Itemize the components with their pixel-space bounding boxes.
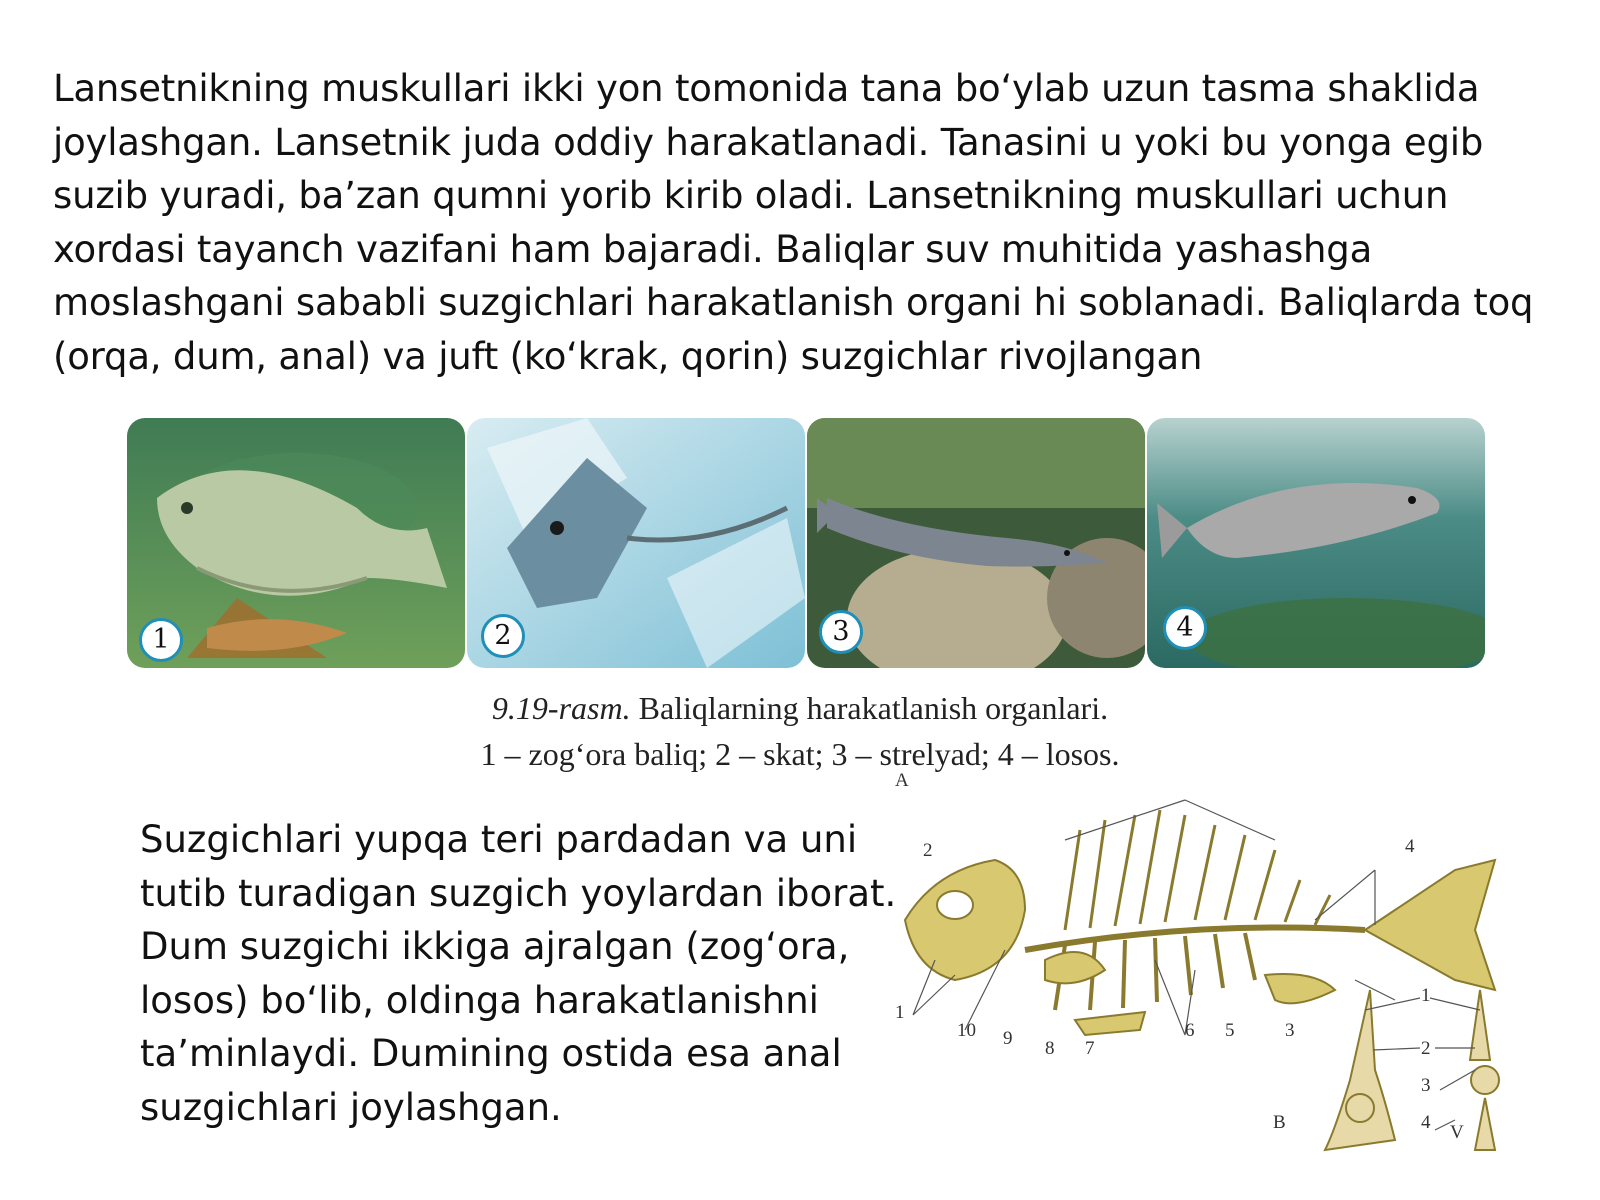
intro-line: joylashgan. Lansetnik juda oddiy harakatlanadi. Tanasini u yoki bu yonga egib xyxy=(53,120,1484,164)
intro-line: xordasi tayanch vazifani ham bajaradi. Baliqlar suv muhitida yashashga xyxy=(53,227,1373,271)
figure-caption-legend: 1 – zog‘ora baliq; 2 – skat; 3 – strelyad; 4 – losos. xyxy=(480,736,1120,772)
intro-paragraph xyxy=(53,62,1553,383)
label-a: A xyxy=(895,770,909,791)
side-line: Suzgichlari yupqa teri pardadan va uni xyxy=(140,818,858,861)
label-6: 6 xyxy=(1185,1020,1195,1041)
side-line: losos) bo‘lib, oldinga harakatlanishni xyxy=(140,978,819,1022)
badge-2: 2 xyxy=(481,614,525,658)
label-9: 9 xyxy=(1003,1028,1013,1049)
label-v: V xyxy=(1450,1122,1464,1143)
label-r1: 1 xyxy=(1421,985,1431,1006)
label-5: 5 xyxy=(1225,1020,1235,1041)
label-4: 4 xyxy=(1405,836,1415,857)
caption-label: 9.19-rasm. xyxy=(491,690,631,726)
skeleton-drawing xyxy=(895,780,1535,1180)
side-line: tutib turadigan suzgich yoylardan iborat. xyxy=(140,871,897,915)
side-line: ta’minlaydi. Dumining ostida esa anal xyxy=(140,1032,842,1075)
intro-line: moslashgani sababli suzgichlari harakatlanish organi hi soblanadi. Baliqlarda toq xyxy=(53,281,1534,324)
fish-skeleton-diagram xyxy=(895,770,1535,1180)
label-1: 1 xyxy=(895,1002,905,1023)
label-8: 8 xyxy=(1045,1038,1055,1059)
intro-line: (orqa, dum, anal) va juft (ko‘krak, qorin) suzgichlar rivojlangan xyxy=(53,334,1203,378)
intro-line: suzib yuradi, ba’zan qumni yorib kirib oladi. Lansetnikning muskullari uchun xyxy=(53,174,1449,217)
fish-photo-strip xyxy=(127,418,1487,673)
photo-carp xyxy=(127,418,465,668)
label-r4: 4 xyxy=(1421,1112,1431,1133)
label-7: 7 xyxy=(1085,1038,1095,1059)
label-r2: 2 xyxy=(1421,1038,1431,1059)
side-line: Dum suzgichi ikkiga ajralgan (zog‘ora, xyxy=(140,925,850,968)
intro-line: Lansetnikning muskullari ikki yon tomonida tana bo‘ylab uzun tasma shaklida xyxy=(53,67,1480,110)
photo-sterlet xyxy=(807,418,1145,668)
fins-paragraph xyxy=(140,813,897,1134)
label-3: 3 xyxy=(1285,1020,1295,1041)
label-r3: 3 xyxy=(1421,1075,1431,1096)
badge-4: 4 xyxy=(1163,606,1207,650)
figure-caption xyxy=(400,690,1200,727)
badge-1: 1 xyxy=(139,618,183,662)
badge-3: 3 xyxy=(819,610,863,654)
label-b: B xyxy=(1273,1112,1286,1133)
photo-ray xyxy=(467,418,805,668)
label-2: 2 xyxy=(923,840,933,861)
photo-salmon xyxy=(1147,418,1485,668)
caption-title: Baliqlarning harakatlanish organlari. xyxy=(638,690,1109,726)
side-line: suzgichlari joylashgan. xyxy=(140,1085,562,1129)
label-10: 10 xyxy=(957,1020,976,1041)
